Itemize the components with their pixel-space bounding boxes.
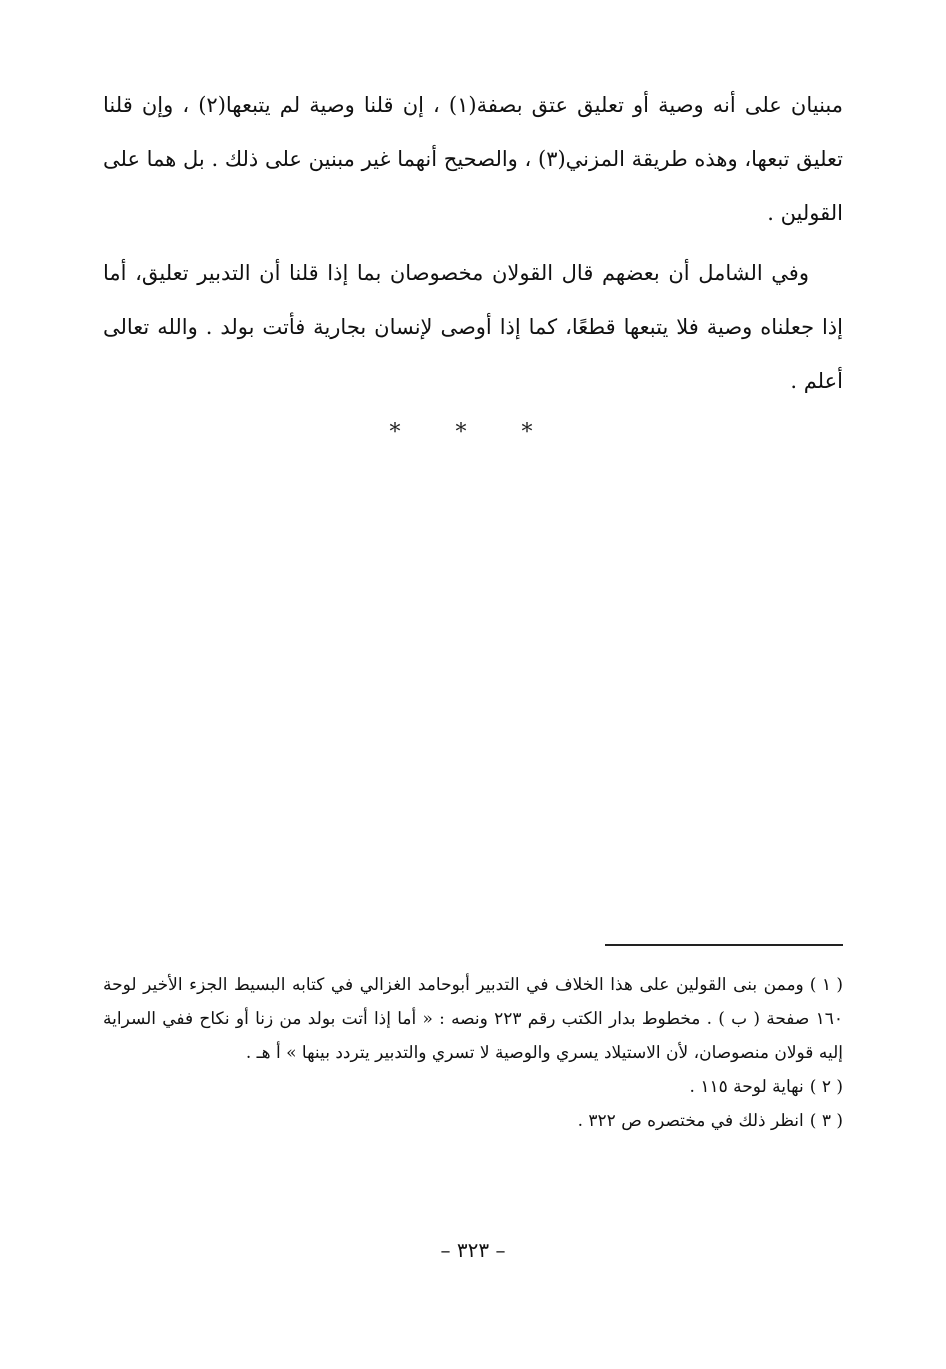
main-body-text [103, 78, 843, 408]
footnote-3 [103, 1104, 843, 1138]
footnote-1-number: ( ١ ) [809, 975, 843, 995]
section-separator: * * * [389, 420, 557, 445]
page-number: – ٣٢٣ – [440, 1238, 506, 1262]
paragraph-1: مبنيان على أنه وصية أو تعليق عتق بصفة(١) ، إن قلنا وصية لم يتبعها(٢) ، وإن قلنا تعليق تبعها، وهذه طريقة المزني(٣) ، والصحيح أنهما غير مبنين على ذلك . بل هما على القولين . [103, 93, 843, 225]
footnote-3-text: انظر ذلك في مختصره ص ٣٢٢ . [577, 1111, 804, 1131]
footnote-3-number: ( ٣ ) [809, 1111, 843, 1131]
footnote-2-number: ( ٢ ) [809, 1077, 843, 1097]
paragraph-2: وفي الشامل أن بعضهم قال القولان مخصوصان بما إذا قلنا أن التدبير تعليق، أما إذا جعلناه وصية فلا يتبعها قطعًا، كما إذا أوصى لإنسان بجارية فأتت بولد . والله تعالى أعلم . [103, 261, 843, 393]
footnotes [103, 968, 843, 1138]
footnote-1-text: وممن بنى القولين على هذا الخلاف في التدبير أبوحامد الغزالي في كتابه البسيط الجزء الأخير لوحة ١٦٠ صفحة ( ب ) . مخطوط بدار الكتب رقم ٢٢٣ ونصه : « أما إذا أتت بولد من زنا أو نكاح ففي السراية إليه قولان منصوصان، لأن الاستيلاد يسري والوصية لا تسري والتدبير يتردد بينها » أ هـ . [103, 975, 843, 1063]
footnote-divider [605, 944, 843, 946]
footnote-2-text: نهاية لوحة ١١٥ . [689, 1077, 804, 1097]
footnote-1 [103, 968, 843, 1070]
footnote-2 [103, 1070, 843, 1104]
